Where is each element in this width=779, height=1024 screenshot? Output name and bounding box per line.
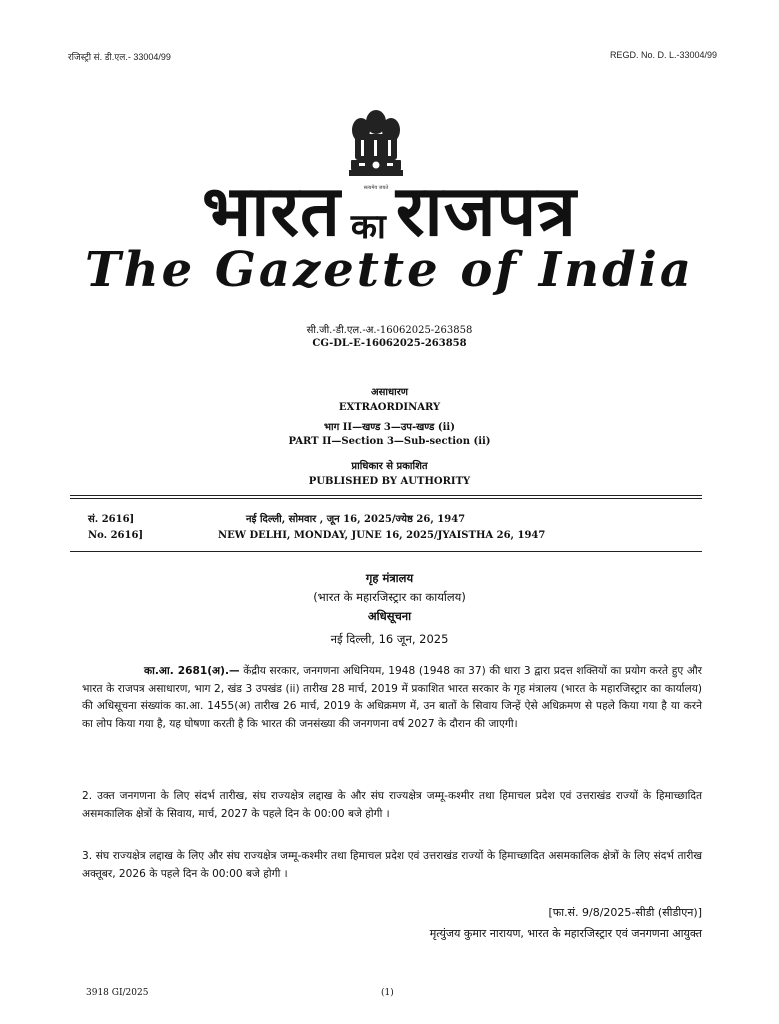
extraordinary-hindi: असाधारण — [370, 387, 409, 398]
authority-english: PUBLISHED BY AUTHORITY — [308, 476, 471, 487]
masthead-hindi — [0, 160, 779, 252]
emblem-motto: सत्यमेव जयते — [363, 185, 389, 191]
notice-paragraph-1 — [82, 663, 702, 733]
registration-number-hindi: रजिस्ट्री सं. डी.एल.- 33004/99 — [68, 52, 171, 62]
ministry-name: गृह मंत्रालय — [365, 571, 414, 585]
issue-number-english: No. 2616] — [88, 530, 144, 541]
registration-number-english: REGD. No. D. L.-33004/99 — [609, 50, 717, 60]
file-number: [फा.सं. 9/8/2025-सीडी (सीडीएन)] — [548, 906, 702, 919]
print-code: 3918 GI/2025 — [86, 988, 149, 998]
notice-paragraph-2: 2. उक्त जनगणना के लिए संदर्भ तारीख, संघ राज्यक्षेत्र लद्दाख के और संघ राज्यक्षेत्र जम्मू-कश्मीर तथा हिमाचल प्रदेश एवं उत्तराखंड राज्यों के हिमाच्छादित असमकालिक क्षेत्रों के सिवाय, मार्च, 2027 के पहले दिन के 00:00 बजे होगी । — [82, 790, 702, 820]
masthead-english: The Gazette of India — [85, 242, 694, 298]
place-date: नई दिल्ली, 16 जून, 2025 — [330, 632, 449, 646]
page-number: (1) — [381, 988, 394, 998]
issue-dateline-english: NEW DELHI, MONDAY, JUNE 16, 2025/JYAISTHA 26, 1947 — [218, 530, 546, 541]
office-name: (भारत के महारजिस्ट्रार का कार्यालय) — [313, 590, 466, 604]
order-number: का.आ. 2681(अ).— — [144, 665, 240, 677]
issue-dateline-hindi: नई दिल्ली, सोमवार , जून 16, 2025/ज्येष्ठ 26, 1947 — [246, 514, 466, 525]
part-section-hindi: भाग II—खण्ड 3—उप-खण्ड (ii) — [324, 422, 455, 433]
issue-number-hindi: सं. 2616] — [88, 514, 135, 525]
notification-heading: अधिसूचना — [367, 609, 412, 623]
divider-top — [70, 495, 702, 496]
signatory: मृत्युंजय कुमार नारायण, भारत के महारजिस्ट्रार एवं जनगणना आयुक्त — [429, 927, 702, 940]
gazette-code-english: CG-DL-E-16062025-263858 — [312, 338, 467, 349]
gazette-code-hindi: सी.जी.-डी.एल.-अ.-16062025-263858 — [306, 325, 473, 336]
masthead-hindi-ka: का — [350, 207, 386, 247]
authority-hindi: प्राधिकार से प्रकाशित — [351, 461, 428, 472]
divider-top-inner — [70, 498, 702, 499]
part-section-english: PART II—Section 3—Sub-section (ii) — [288, 436, 491, 447]
masthead-hindi-rajpatra: राजपत्र — [395, 170, 577, 252]
paragraph-1-text: केंद्रीय सरकार, जनगणना अधिनियम, 1948 (1948 का 37) की धारा 3 द्वारा प्रदत्त शक्तियों का प्रयोग करते हुए और भारत के राजपत्र असाधारण, भाग 2, खंड 3 उपखंड (ii) तारीख 28 मार्च, 2019 में प्रकाशित भारत सरकार के गृह मंत्रालय (भारत के महारजिस्ट्रार का कार्यालय) की अधिसूचना संख्यांक का.आ. 1455(अ) तारीख 26 मार्च, 2019 के अधिक्रमण में, उन बातों के सिवाय जिन्हें ऐसे अधिक्रमण से पहले किया गया है या करने का लोप किया गया है, यह घोषणा करती है कि भारत की जनसंख्या की जनगणना वर्ष 2027 के दौरान की जाएगी। — [82, 665, 702, 730]
extraordinary-english: EXTRAORDINARY — [338, 402, 441, 413]
notice-paragraph-3: 3. संघ राज्यक्षेत्र लद्दाख के लिए और संघ राज्यक्षेत्र जम्मू-कश्मीर तथा हिमाचल प्रदेश एवं उत्तराखंड राज्यों के हिमाच्छादित असमकालिक क्षेत्रों के लिए संदर्भ तारीख अक्तूबर, 2026 के पहले दिन के 00:00 बजे होगी । — [82, 850, 702, 880]
divider-bottom — [70, 551, 702, 552]
masthead-hindi-bharat: भारत — [202, 170, 341, 252]
